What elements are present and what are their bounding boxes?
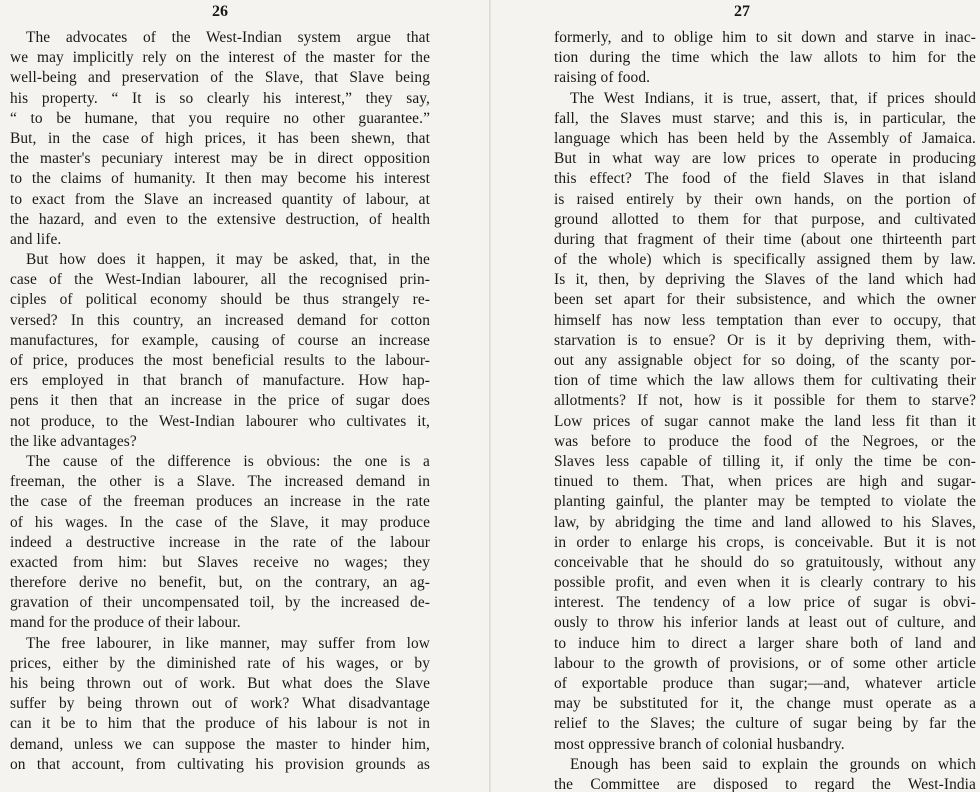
text-line: most oppressive branch of colonial husbandry.	[554, 735, 845, 753]
text-line: tinued to them. That, when prices are high and sugar-	[554, 473, 976, 491]
right-page-number: 27	[734, 3, 750, 20]
text-line: interest. The tendency of a low price of sugar is obvi-	[554, 594, 976, 612]
text-line: The cause of the difference is obvious: the one is a	[26, 452, 430, 470]
text-line: relief to the Slaves; the culture of sugar being by far the	[554, 715, 976, 733]
text-line: allotments? If not, how is it possible for them to starve?	[554, 392, 976, 410]
text-line: ers employed in that branch of manufacture. How hap-	[10, 372, 430, 390]
page-gutter	[489, 0, 491, 792]
text-line: manufactures, for example, causing of course an increase	[10, 331, 430, 349]
text-line: pens it then that an increase in the price of sugar does	[10, 392, 430, 410]
text-line: tion during the time which the law allots to him for the	[554, 49, 976, 67]
right-page-text	[554, 28, 976, 792]
right-page	[554, 0, 976, 792]
text-line: his property. “ It is so clearly his interest,” they say,	[10, 89, 430, 107]
text-line: the master's pecuniary interest may be in direct opposition	[10, 150, 430, 168]
text-line: well-being and preservation of the Slave, that Slave being	[10, 69, 430, 87]
text-line: of exportable produce than sugar;—and, whatever article	[554, 675, 976, 692]
text-line: law, by abridging the time and land allowed to his Slaves,	[554, 513, 976, 531]
text-line: versed? In this country, an increased demand for cotton	[10, 311, 430, 329]
text-line: not produce, to the West-Indian labourer who cultivates it,	[10, 412, 430, 430]
text-line: starvation is to ensue? Or is it by depriving them, with-	[554, 331, 976, 349]
text-line: ground allotted to them for that purpose, and cultivated	[554, 210, 976, 228]
text-line: the case of the freeman produces an increase in the rate	[10, 493, 430, 511]
text-line: the Committee are disposed to regard the West-India	[554, 775, 976, 792]
text-line: But how does it happen, it may be asked, that, in the	[26, 251, 430, 269]
text-line: formerly, and to oblige him to sit down and starve in inac-	[554, 29, 976, 46]
text-line: suffer by being thrown out of work? What disadvantage	[10, 695, 430, 713]
left-page	[10, 0, 430, 792]
text-line: in order to enlarge his crops, is conceivable. But it is not	[554, 533, 976, 551]
text-line: case of the West-Indian labourer, all the recognised prin-	[10, 271, 430, 289]
left-page-text	[10, 28, 430, 775]
text-line: tion of time which the law allows them for cultivating their	[554, 372, 976, 390]
text-line: prices, either by the diminished rate of his wages, or by	[10, 654, 430, 672]
text-line: Low prices of sugar cannot make the land less fit than it	[554, 412, 976, 430]
text-line: out any assignable object for so doing, of the scanty por-	[554, 352, 976, 369]
text-line: can it be to him that the produce of his labour is not in	[10, 715, 430, 733]
text-line: we may implicitly rely on the interest of the master for the	[10, 49, 430, 67]
text-line: conceivable that he should do so gratuitously, without any	[554, 553, 976, 571]
text-line: was before to produce the food of the Negroes, or the	[554, 432, 976, 450]
text-line: The West Indians, it is true, assert, that, if prices should	[570, 89, 976, 107]
text-line: of price, produces the most beneficial results to the labour-	[10, 352, 430, 369]
text-line: on that account, from cultivating his provision grounds as	[10, 755, 430, 773]
text-line: Is it, then, by depriving the Slaves of the land which had	[554, 271, 976, 289]
text-line: labour to the growth of provisions, or of some other article	[554, 654, 976, 672]
text-line: possible profit, and even when it is clearly contrary to his	[554, 574, 976, 592]
text-line: of his wages. In the case of the Slave, it may produce	[10, 513, 430, 531]
text-line: The free labourer, in like manner, may suffer from low	[26, 634, 430, 652]
text-line: But, in the case of high prices, it has been shewn, that	[10, 129, 430, 147]
text-line: demand, unless we can suppose the master to hinder him,	[10, 735, 430, 753]
text-line: Enough has been said to explain the grounds on which	[570, 755, 976, 773]
text-line: to induce him to direct a larger share both of land and	[554, 634, 976, 652]
text-line: The advocates of the West-Indian system argue that	[26, 29, 430, 46]
text-line: this effect? The food of the field Slaves in that island	[554, 170, 976, 188]
text-line: himself has now less temptation than ever to occupy, that	[554, 311, 976, 329]
text-line: gravation of their uncompensated toil, by the increased de-	[10, 594, 430, 612]
text-line: mand for the produce of their labour.	[10, 614, 241, 632]
text-line: therefore derive no benefit, but, on the contrary, an ag-	[10, 574, 430, 592]
text-line: Slaves less capable of tilling it, if only the time be con-	[554, 452, 976, 470]
text-line: “ to be humane, that you require no other guarantee.”	[10, 109, 430, 127]
text-line: planting gainful, the planter may be tempted to violate the	[554, 493, 976, 511]
text-line: to the claims of humanity. It then may become his interest	[10, 170, 430, 188]
text-line: during that fragment of their time (about one thirteenth part	[554, 230, 976, 248]
text-line: to exact from the Slave an increased quantity of labour, at	[10, 190, 430, 208]
text-line: been set apart for their subsistence, and which the owner	[554, 291, 976, 309]
text-line: language which has been held by the Assembly of Jamaica.	[554, 129, 976, 147]
text-line: indeed a destructive increase in the rate of the labour	[10, 533, 430, 551]
text-line: is raised entirely by their own hands, on the portion of	[554, 190, 976, 208]
text-line: the hazard, and even to the extensive destruction, of health	[10, 210, 430, 228]
text-line: ously to throw his inferior lands at least out of culture, and	[554, 614, 976, 632]
left-page-number: 26	[212, 3, 228, 20]
text-line: and life.	[10, 230, 62, 248]
text-line: raising of food.	[554, 69, 651, 87]
text-line: freeman, the other is a Slave. The increased demand in	[10, 473, 430, 491]
text-line: fall, the Slaves must starve; and this is, in particular, the	[554, 109, 976, 127]
text-line: may be substituted for it, the change must operate as a	[554, 695, 976, 713]
text-line: his being thrown out of work. But what does the Slave	[10, 675, 430, 692]
text-line: of the whole) which is specifically assigned them by law.	[554, 251, 976, 269]
text-line: But in what way are low prices to operate in producing	[554, 150, 976, 168]
text-line: ciples of political economy should be thus strangely re-	[10, 291, 430, 309]
text-line: exacted from him: but Slaves receive no wages; they	[10, 553, 430, 571]
text-line: the like advantages?	[10, 432, 137, 450]
